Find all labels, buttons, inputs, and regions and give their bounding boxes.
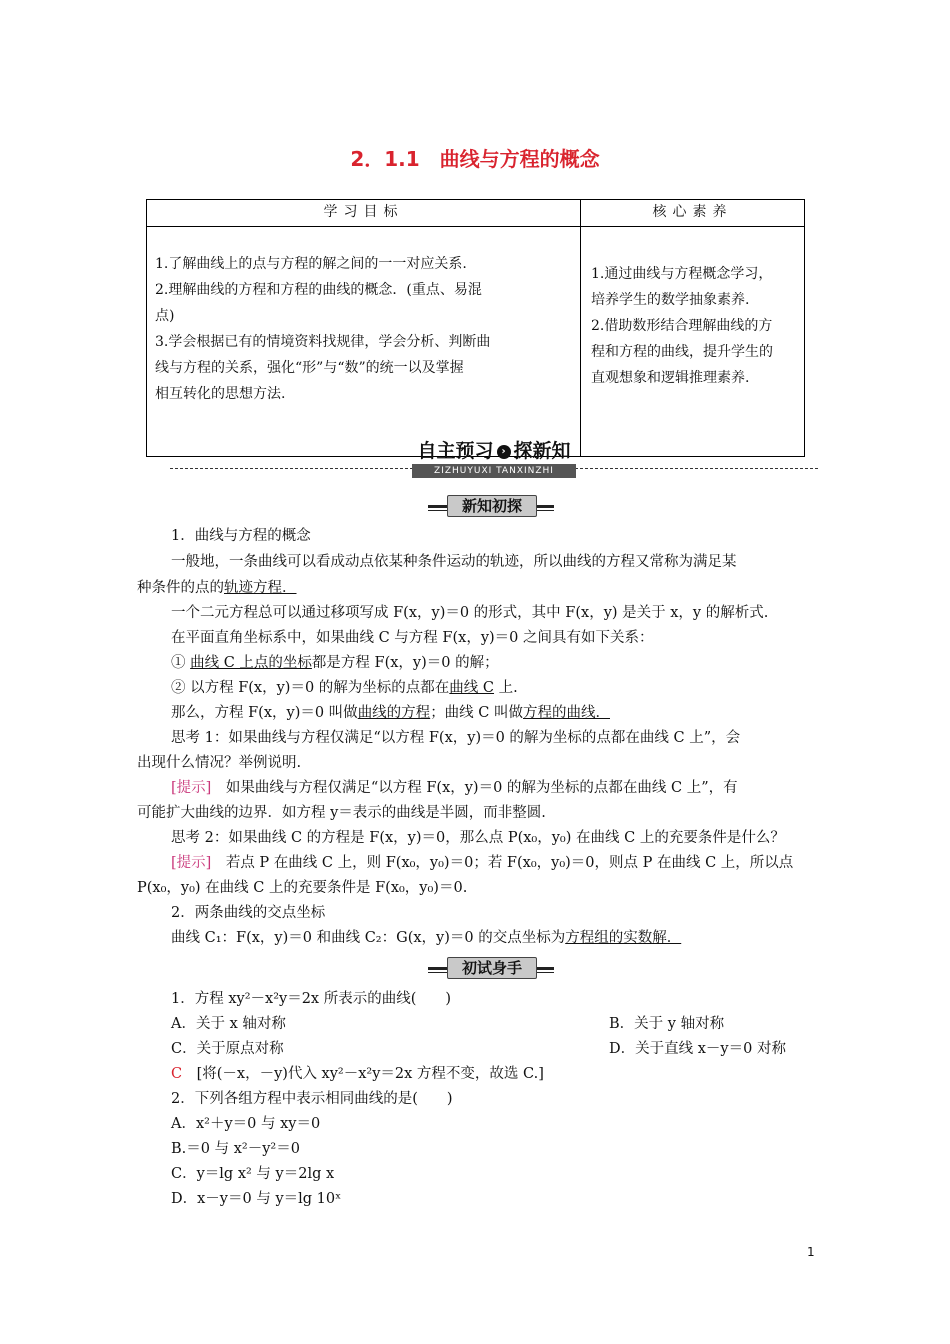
option-c: C．y＝lg x² 与 y＝2lg x (171, 1166, 335, 1182)
text-line (171, 702, 610, 724)
paragraph-heading: 1．曲线与方程的概念 (171, 528, 311, 544)
objectives-table (146, 199, 805, 457)
literacy-line: 程和方程的曲线，提升学生的 (591, 344, 773, 360)
underlined-answer: 方程组的实数解． (565, 930, 682, 946)
arrow-icon: › (497, 445, 511, 459)
text-line: P(x₀，y₀) 在曲线 C 上的充要条件是 F(x₀，y₀)＝0. (137, 880, 468, 896)
text-line: 可能扩大曲线的边界．如方程 y＝表示的曲线是半圆，而非整圆. (137, 805, 546, 821)
option-b: B.＝0 与 x²－y²＝0 (171, 1141, 300, 1157)
answer-explanation: [将(－x，－y)代入 xy²－x²y＝2x 方程不变，故选 C.] (182, 1066, 544, 1082)
literacy-line: 1.通过曲线与方程概念学习， (591, 266, 773, 282)
banner-title (406, 438, 582, 464)
section-heading-first-try (0, 957, 950, 979)
objective-line: 1.了解曲线上的点与方程的解之间的一一对应关系. (155, 256, 467, 272)
text-line: 一个二元方程总可以通过移项写成 F(x，y)＝0 的形式，其中 F(x，y) 是关于 x，y 的解析式. (171, 605, 769, 621)
literacy-line: 培养学生的数学抽象素养. (591, 292, 750, 308)
option-d: D．x－y＝0 与 y＝lg 10ˣ (171, 1191, 342, 1207)
text-line: 思考 1：如果曲线与方程仅满足“以方程 F(x，y)＝0 的解为坐标的点都在曲线 C 上”，会 (171, 730, 741, 746)
text-span: 曲线 C₁：F(x，y)＝0 和曲线 C₂：G(x，y)＝0 的交点坐标为 (171, 930, 566, 946)
page-number: 1 (807, 1245, 815, 1259)
option-row (171, 1038, 786, 1060)
hint-tag: [提示] (171, 780, 212, 796)
text-line (171, 852, 793, 874)
option-a: A．x²＋y＝0 与 xy＝0 (171, 1116, 321, 1132)
table-header-literacy: 核心素养 (581, 200, 805, 227)
banner-left-text: 自主预习 (417, 440, 494, 462)
literacy-cell (581, 227, 805, 457)
text-line: 一般地，一条曲线可以看成动点依某种条件运动的轨迹，所以曲线的方程又常称为满足某 (171, 554, 737, 570)
text-span: 种条件的点的 (137, 580, 224, 596)
literacy-line: 直观想象和逻辑推理素养. (591, 370, 750, 386)
text-span: ；曲线 C 叫做 (430, 705, 523, 721)
question-1: 1．方程 xy²－x²y＝2x 所表示的曲线( ) (171, 991, 452, 1007)
option-row (171, 1013, 725, 1035)
text-line: 思考 2：如果曲线 C 的方程是 F(x，y)＝0，那么点 P(x₀，y₀) 在曲线 C 上的充要条件是什么？ (171, 830, 785, 846)
underlined-answer: 曲线的方程 (357, 705, 431, 721)
text-span: 那么，方程 F(x，y)＝0 叫做 (171, 705, 358, 721)
section-heading-new-knowledge (0, 495, 950, 517)
paragraph-heading: 2．两条曲线的交点坐标 (171, 905, 326, 921)
text-line (171, 677, 518, 699)
question-2: 2．下列各组方程中表示相同曲线的是( ) (171, 1091, 453, 1107)
underlined-answer: 曲线 C 上点的坐标 (190, 655, 312, 671)
text-span: 上. (494, 680, 518, 696)
option-a: A．关于 x 轴对称 (171, 1016, 286, 1032)
text-span: ② 以方程 F(x，y)＝0 的解为坐标的点都在 (171, 680, 450, 696)
option-c: C．关于原点对称 (171, 1041, 284, 1057)
section-banner (170, 438, 818, 482)
section-label: 初试身手 (447, 957, 537, 979)
underlined-answer: 曲线 C (449, 680, 495, 696)
text-line (171, 927, 681, 949)
objective-line: 2.理解曲线的方程和方程的曲线的概念．(重点、易混 (155, 282, 482, 298)
page-title: 2．1.1 曲线与方程的概念 (350, 147, 600, 171)
hint-tag: [提示] (171, 855, 212, 871)
underlined-answer: 方程的曲线． (523, 705, 610, 721)
text-span: 如果曲线与方程仅满足“以方程 F(x，y)＝0 的解为坐标的点都在曲线 C 上”，有 (211, 780, 738, 796)
text-span: ① (171, 655, 191, 671)
text-line: 出现什么情况？举例说明. (137, 755, 302, 771)
text-line: 在平面直角坐标系中，如果曲线 C 与方程 F(x，y)＝0 之间具有如下关系： (171, 630, 654, 646)
text-span: 都是方程 F(x，y)＝0 的解； (311, 655, 499, 671)
objectives-cell (147, 227, 581, 457)
text-span: 若点 P 在曲线 C 上，则 F(x₀，y₀)＝0；若 F(x₀，y₀)＝0，则点 P 在曲线 C 上，所以点 (211, 855, 794, 871)
section-label: 新知初探 (447, 495, 537, 517)
objective-line: 线与方程的关系，强化“形”与“数”的统一以及掌握 (155, 360, 464, 376)
option-d: D．关于直线 x－y＝0 对称 (609, 1041, 786, 1057)
text-line (171, 652, 499, 674)
text-line (171, 777, 738, 799)
objective-line: 相互转化的思想方法. (155, 386, 286, 402)
option-b: B．关于 y 轴对称 (609, 1016, 725, 1032)
objective-line: 点) (155, 308, 175, 324)
text-line (137, 577, 297, 599)
literacy-line: 2.借助数形结合理解曲线的方 (591, 318, 773, 334)
answer-letter: C (171, 1066, 183, 1082)
banner-subtitle: ZIZHUYUXI TANXINZHI (412, 464, 576, 478)
objective-line: 3.学会根据已有的情境资料找规律，学会分析、判断曲 (155, 334, 491, 350)
table-header-objectives: 学习目标 (147, 200, 581, 227)
underlined-answer: 轨迹方程． (224, 580, 297, 596)
answer-line (171, 1063, 544, 1085)
banner-right-text: 探新知 (513, 440, 571, 462)
